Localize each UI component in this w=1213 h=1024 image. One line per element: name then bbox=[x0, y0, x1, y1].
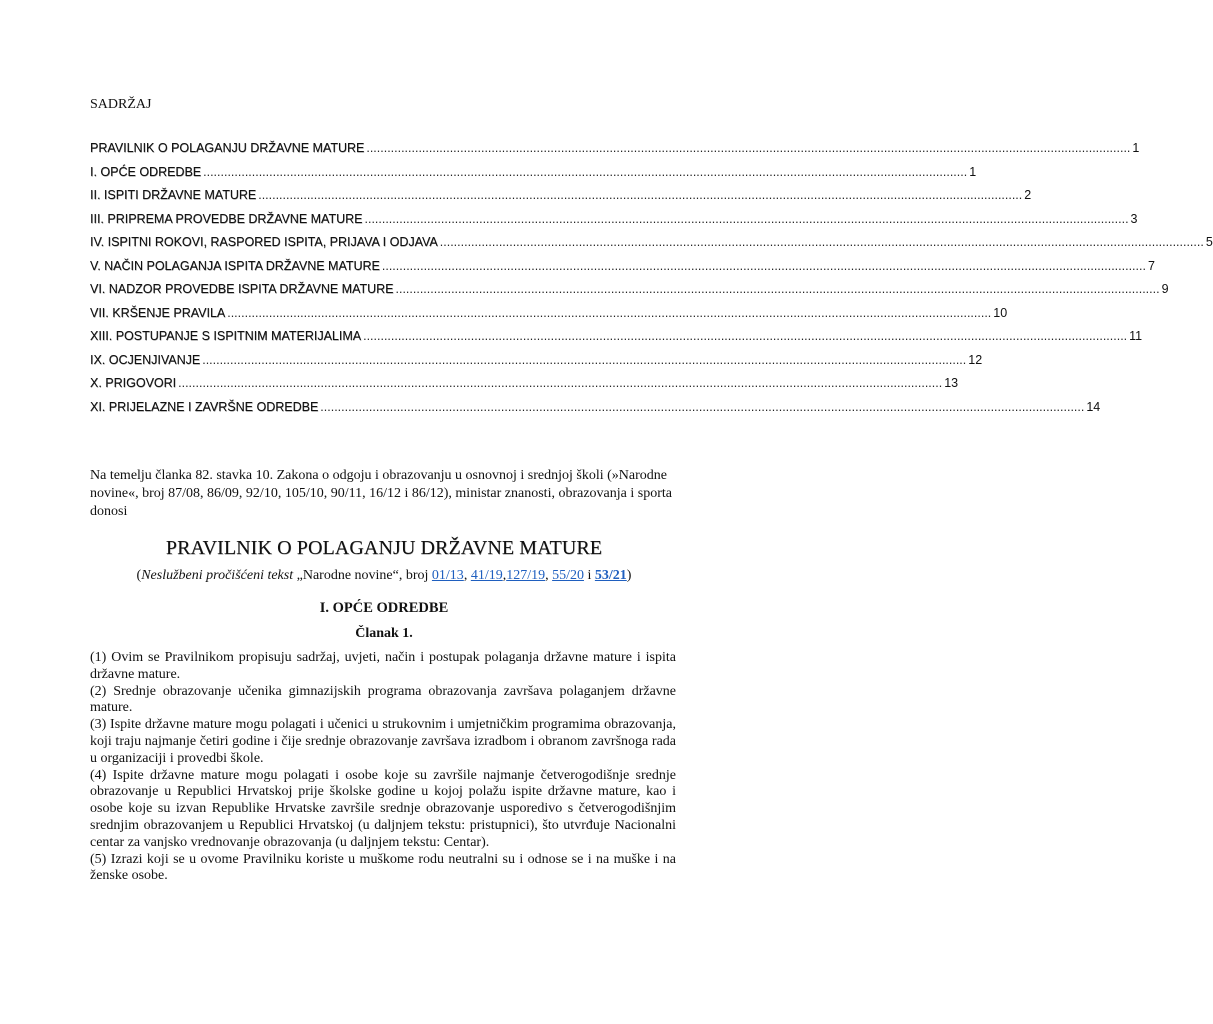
toc-item-page: 3 bbox=[1130, 211, 1138, 226]
toc-item-title: X. PRIGOVORI bbox=[90, 376, 177, 390]
toc-leader-dots: ............................................................................................................................................................................................................................ bbox=[203, 164, 968, 179]
subtitle-separator: , bbox=[545, 568, 553, 583]
toc-item[interactable] bbox=[90, 305, 1008, 330]
section-heading: I. OPĆE ODREDBE bbox=[319, 600, 449, 616]
toc-leader-dots: ............................................................................................................................................................................................................................ bbox=[258, 188, 1023, 202]
toc-item-page: 10 bbox=[993, 305, 1008, 320]
article-heading: Članak 1. bbox=[355, 626, 413, 641]
table-of-contents bbox=[90, 141, 1213, 423]
article-paragraph: (5) Izrazi koji se u ovome Pravilniku koriste u muškome rodu neutralni su i odnose se i na muške i na ženske osobe. bbox=[90, 851, 676, 884]
toc-item-page: 14 bbox=[1086, 399, 1101, 414]
subtitle-text: „Narodne novine“, broj bbox=[293, 568, 432, 583]
toc-item-title: IV. ISPITNI ROKOVI, RASPORED ISPITA, PRIJAVA I ODJAVA bbox=[90, 235, 438, 249]
gazette-link[interactable]: 01/13 bbox=[431, 568, 464, 583]
toc-leader-dots: ............................................................................................................................................................................................................................ bbox=[227, 305, 992, 320]
subtitle-italic-note: Neslužbeni pročišćeni tekst bbox=[141, 568, 294, 583]
article-paragraph: (3) Ispite državne mature mogu polagati i učenici u strukovnim i umjetničkim programima obrazovanja, koji traju najmanje četiri godine i čije srednje obrazovanje završava izradbom i obranom završnoga rada u organizaciji i provedbi škole. bbox=[90, 717, 676, 766]
gazette-link[interactable]: 55/20 bbox=[552, 568, 584, 583]
toc-leader-dots: ............................................................................................................................................................................................................................ bbox=[366, 141, 1131, 155]
toc-item-title: III. PRIPREMA PROVEDBE DRŽAVNE MATURE bbox=[90, 211, 363, 226]
toc-leader-dots: ............................................................................................................................................................................................................................ bbox=[320, 399, 1085, 414]
toc-item[interactable] bbox=[90, 376, 959, 400]
toc-item-title: VII. KRŠENJE PRAVILA bbox=[90, 305, 226, 320]
toc-item-title: VI. NADZOR PROVEDBE ISPITA DRŽAVNE MATURE bbox=[90, 282, 394, 296]
toc-leader-dots: ............................................................................................................................................................................................................................ bbox=[395, 282, 1160, 296]
subtitle-open-paren: ( bbox=[136, 568, 142, 583]
subtitle-conjunction: i bbox=[583, 568, 595, 583]
gazette-link[interactable]: 41/19 bbox=[470, 568, 503, 583]
intro-paragraph: Na temelju članka 82. stavka 10. Zakona o odgoju i obrazovanju u osnovnoj i srednjoj školi (»Narodne novine«, broj 87/08, 86/09, 92/10, 105/10, 90/11, 16/12 i 86/12), ministar znanosti, obrazovanja i sporta donosi bbox=[90, 468, 672, 519]
toc-item-page: 1 bbox=[969, 164, 977, 179]
gazette-link-latest[interactable]: 53/21 bbox=[594, 568, 627, 583]
toc-item-page: 2 bbox=[1024, 188, 1032, 202]
subtitle-separator: , bbox=[502, 568, 507, 583]
toc-item[interactable] bbox=[90, 329, 1143, 353]
subtitle-separator: , bbox=[463, 568, 471, 583]
gazette-link[interactable]: 127/19 bbox=[506, 568, 546, 583]
toc-item[interactable] bbox=[90, 258, 1155, 283]
toc-item-page: 1 bbox=[1132, 141, 1140, 155]
toc-item[interactable] bbox=[90, 352, 983, 377]
toc-leader-dots: ............................................................................................................................................................................................................................ bbox=[364, 211, 1129, 226]
toc-item-page: 9 bbox=[1161, 282, 1169, 296]
article-paragraph: (2) Srednje obrazovanje učenika gimnazijskih programa obrazovanja završava polaganjem državne mature. bbox=[90, 683, 676, 716]
toc-item[interactable] bbox=[90, 211, 1138, 236]
toc-item[interactable] bbox=[90, 399, 1101, 424]
toc-item[interactable] bbox=[90, 164, 977, 189]
toc-item-page: 7 bbox=[1147, 258, 1155, 273]
document-title: PRAVILNIK O POLAGANJU DRŽAVNE MATURE bbox=[165, 537, 603, 559]
subtitle-close-paren: ) bbox=[626, 568, 632, 583]
toc-item-page: 12 bbox=[968, 352, 983, 367]
article-paragraph: (4) Ispite državne mature mogu polagati i osobe koje su završile najmanje četverogodišnje srednje obrazovanje u Republici Hrvatskoj prije školske godine u kojoj polažu ispite državne mature, kao i osobe koje su izvan Republike Hrvatske završile srednje obrazovanje usporedivo s četverogodišnjim srednjim obrazovanjem u Republici Hrvatskoj (u daljnjem tekstu: pristupnici), što utvrđuje Nacionalni centar za vanjsko vrednovanje obrazovanja (u daljnjem tekstu: Centar). bbox=[90, 767, 676, 850]
toc-item-title: XI. PRIJELAZNE I ZAVRŠNE ODREDBE bbox=[90, 399, 319, 414]
toc-item-title: PRAVILNIK O POLAGANJU DRŽAVNE MATURE bbox=[90, 141, 365, 155]
toc-item-title: IX. OCJENJIVANJE bbox=[90, 352, 201, 367]
toc-leader-dots: ............................................................................................................................................................................................................................ bbox=[178, 376, 943, 390]
toc-leader-dots: ............................................................................................................................................................................................................................ bbox=[363, 329, 1128, 343]
article-paragraph: (1) Ovim se Pravilnikom propisuju sadržaj, uvjeti, način i postupak polaganja državne mature i ispita državne mature. bbox=[90, 650, 676, 682]
toc-item-title: V. NAČIN POLAGANJA ISPITA DRŽAVNE MATURE bbox=[90, 258, 380, 273]
toc-item-page: 5 bbox=[1205, 235, 1213, 249]
toc-item[interactable] bbox=[90, 282, 1169, 306]
toc-item[interactable] bbox=[90, 141, 1140, 165]
toc-leader-dots: ............................................................................................................................................................................................................................ bbox=[381, 258, 1146, 273]
toc-item-title: XIII. POSTUPANJE S ISPITNIM MATERIJALIMA bbox=[90, 329, 362, 343]
document-subtitle bbox=[0, 568, 768, 584]
toc-item-title: I. OPĆE ODREDBE bbox=[90, 164, 202, 179]
toc-leader-dots: ............................................................................................................................................................................................................................ bbox=[202, 352, 967, 367]
toc-item-page: 13 bbox=[944, 376, 959, 390]
toc-item[interactable] bbox=[90, 188, 1032, 212]
toc-item[interactable] bbox=[90, 235, 1213, 259]
toc-item-title: II. ISPITI DRŽAVNE MATURE bbox=[90, 188, 257, 202]
article-body bbox=[90, 650, 676, 885]
toc-heading: SADRŽAJ bbox=[90, 97, 152, 112]
toc-leader-dots: ............................................................................................................................................................................................................................ bbox=[439, 235, 1204, 249]
toc-item-page: 11 bbox=[1129, 329, 1143, 343]
